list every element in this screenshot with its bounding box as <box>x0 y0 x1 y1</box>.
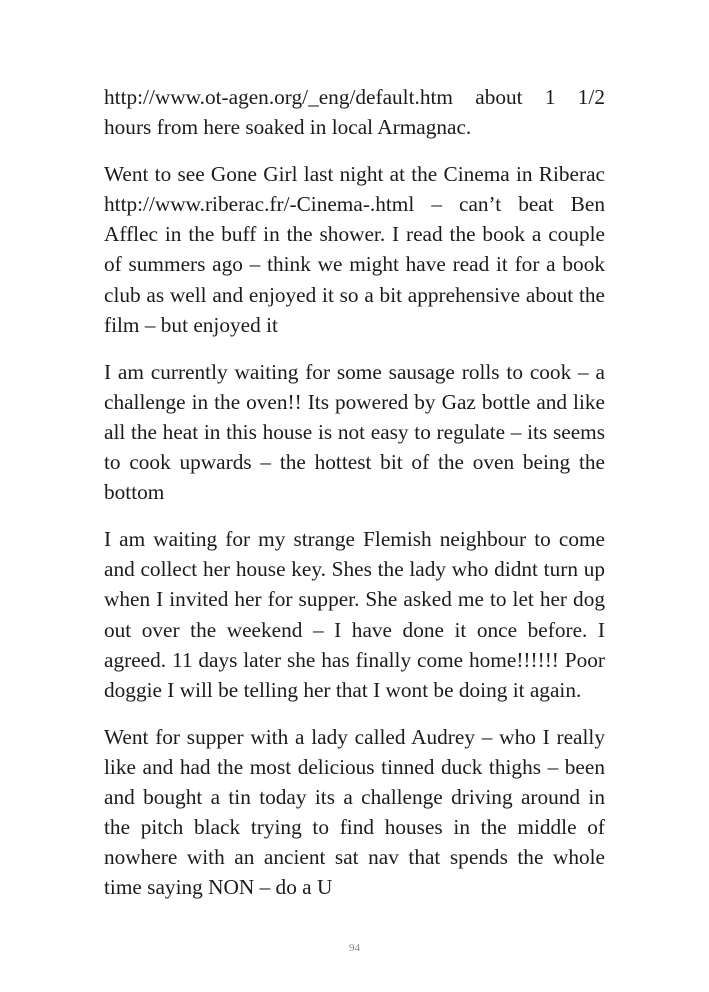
paragraph-armagnac: http://www.ot-agen.org/_eng/default.htm about 1 1/2 hours from here soaked in local Armagnac. <box>104 85 605 140</box>
paragraph-gone-girl: Went to see Gone Girl last night at the Cinema in Riberac http://www.riberac.fr/-Cinema-.html – can’t beat Ben Afflec in the buff in the shower. I read the book a couple of summers ago – think we might have read it for a book club as well and enjoyed it so a bit apprehensive about the film – but enjoyed it <box>104 162 605 337</box>
page-body <box>104 82 605 902</box>
paragraph-audrey-supper: Went for supper with a lady called Audrey – who I really like and had the most delicious tinned duck thighs – been and bought a tin today its a challenge driving around in the pitch black trying to find houses in the middle of nowhere with an ancient sat nav that spends the whole time saying NON – do a U <box>104 724 605 900</box>
paragraph-sausage-rolls: I am currently waiting for some sausage rolls to cook – a challenge in the oven!! Its powered by Gaz bottle and like all the heat in this house is not easy to regulate – its seems to cook upwards – the hottest bit of the oven being the bottom <box>104 359 605 505</box>
paragraph-flemish-neighbour: I am waiting for my strange Flemish neighbour to come and collect her house key. Shes the lady who didnt turn up when I invited her for supper. She asked me to let her dog out over the weekend – I have done it once before. I agreed. 11 days later she has finally come home!!!!!! Poor doggie I will be telling her that I wont be doing it again. <box>104 527 605 702</box>
page-number: 94 <box>349 942 360 954</box>
